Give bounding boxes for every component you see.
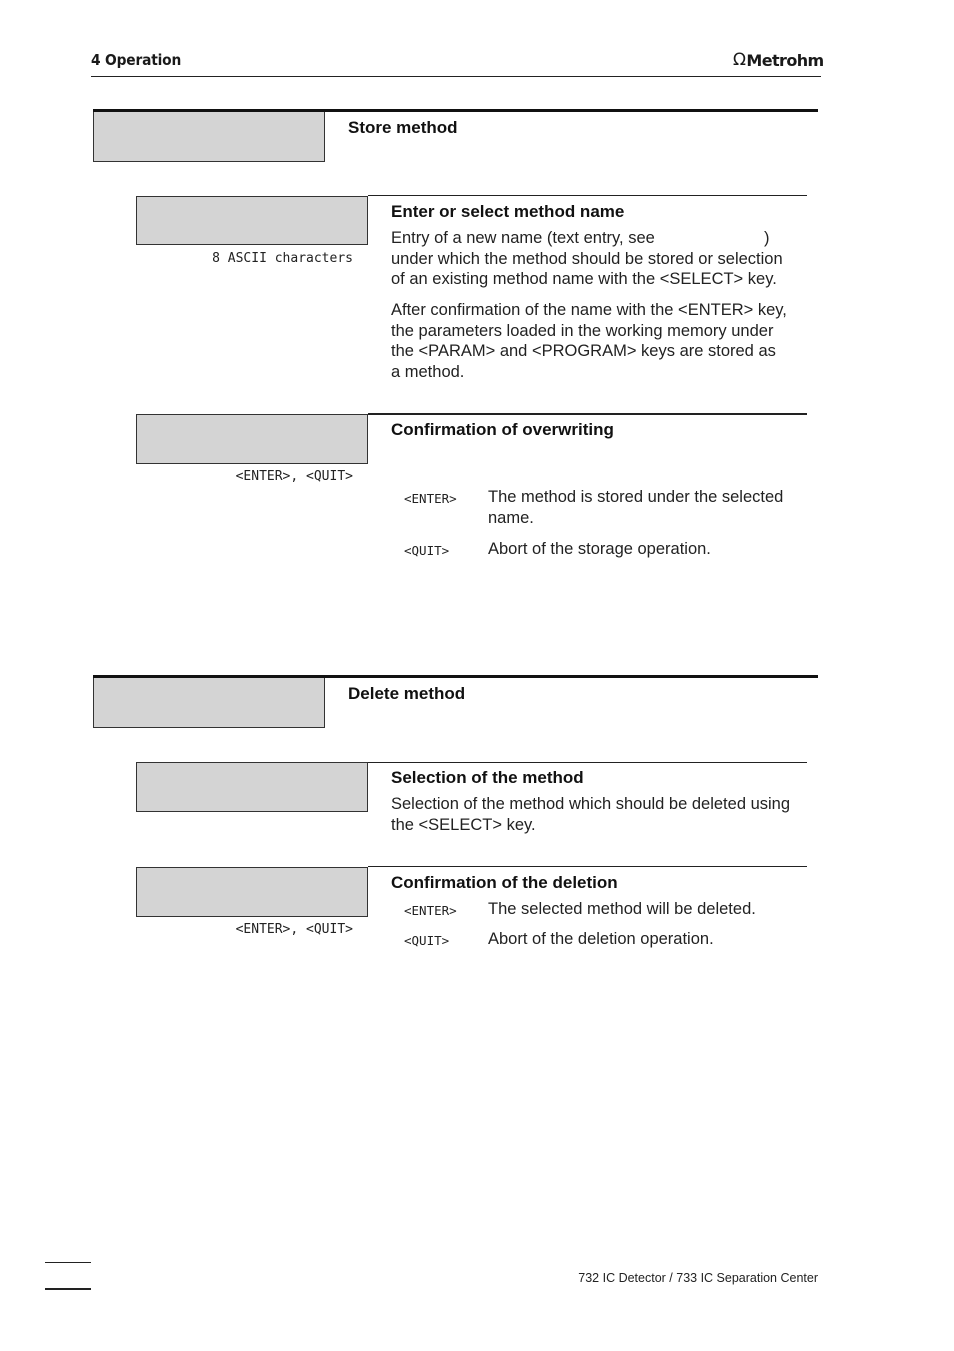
footer-rule-bottom (45, 1288, 91, 1290)
quit-key-label: <QUIT> (404, 543, 450, 558)
header-rule (91, 76, 821, 77)
confirm-delete-keys: <ENTER>, <QUIT> (235, 922, 353, 937)
p2-line-4: a method. (391, 362, 465, 381)
p2-line-2: the parameters loaded in the working memory under (391, 321, 774, 340)
delete-section-rule (93, 675, 818, 678)
footer-rule-top (45, 1262, 91, 1263)
store-section-rule (93, 109, 818, 112)
enter-name-paragraph-2 (391, 300, 821, 382)
confirm-overwrite-keys: <ENTER>, <QUIT> (235, 469, 353, 484)
select-method-title: Selection of the method (391, 768, 584, 787)
enter-name-rule (368, 195, 807, 196)
p2-line-3: the <PARAM> and <PROGRAM> keys are stored as (391, 342, 776, 360)
enter-key-label: <ENTER> (404, 491, 457, 506)
confirm-overwrite-rule (368, 413, 807, 415)
name-range-label: 8 ASCII characters (212, 251, 353, 266)
enter-name-title: Enter or select method name (391, 202, 625, 221)
delete-method-display-box (93, 677, 325, 728)
select-method-paragraph (391, 794, 821, 835)
p1-paren: ) (764, 229, 770, 247)
enter-name-paragraph-1 (391, 228, 821, 290)
enter-name-display-box (136, 196, 368, 245)
enter-key-description (488, 487, 818, 528)
delete-enter-key-label: <ENTER> (404, 903, 457, 918)
confirm-overwrite-display-box (136, 414, 368, 464)
footer-product-name: 732 IC Detector / 733 IC Separation Center (578, 1271, 818, 1285)
delete-quit-description: Abort of the deletion operation. (488, 930, 714, 948)
brand-logo (733, 50, 824, 70)
quit-key-description: Abort of the storage operation. (488, 540, 711, 558)
p1-line-1: Entry of a new name (text entry, see (391, 229, 655, 247)
delete-quit-key-label: <QUIT> (404, 933, 450, 948)
select-method-rule (368, 762, 807, 763)
store-method-display-box (93, 111, 325, 162)
confirm-delete-rule (368, 866, 807, 867)
select-line-2: the <SELECT> key. (391, 815, 536, 834)
confirm-delete-title: Confirmation of the deletion (391, 873, 618, 892)
select-line-1: Selection of the method which should be deleted using (391, 795, 791, 813)
chapter-heading: 4 Operation (91, 51, 182, 69)
confirm-overwrite-title: Confirmation of overwriting (391, 420, 614, 439)
p1-line-3: of an existing method name with the <SELECT> key. (391, 270, 777, 288)
delete-method-title: Delete method (348, 684, 466, 703)
select-method-display-box (136, 762, 368, 812)
p1-line-2: under which the method should be stored or selection (391, 249, 783, 268)
p2-line-1: After confirmation of the name with the <ENTER> key, (391, 301, 787, 319)
store-method-title: Store method (348, 118, 458, 137)
enter-desc-line-1: The method is stored under the selected (488, 488, 784, 506)
delete-enter-description: The selected method will be deleted. (488, 900, 756, 918)
brand-name: Metrohm (746, 50, 824, 70)
confirm-delete-display-box (136, 867, 368, 917)
enter-desc-line-2: name. (488, 508, 534, 527)
omega-icon: Ω (733, 50, 746, 70)
